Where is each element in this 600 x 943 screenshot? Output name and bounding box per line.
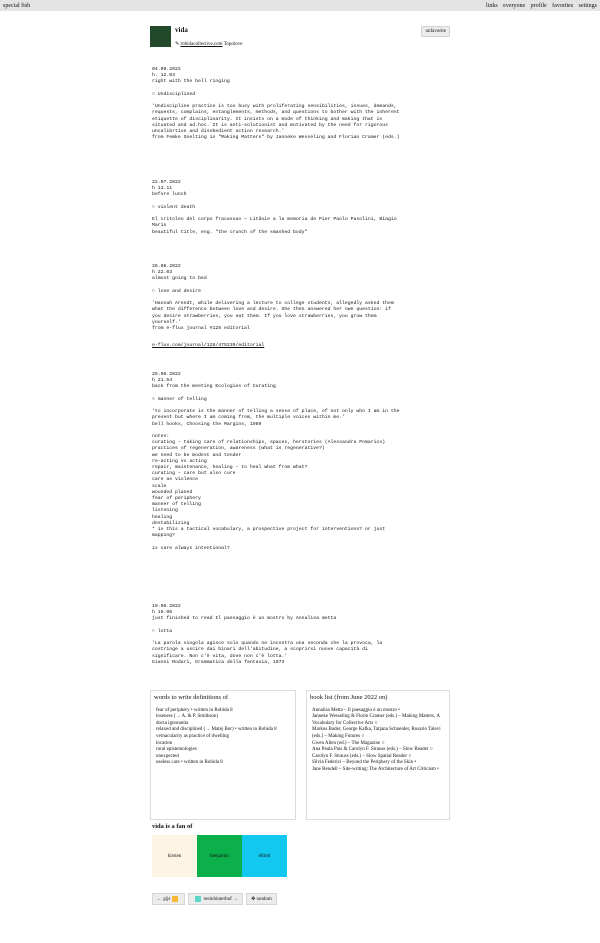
list-item: rural epistemologies	[156, 747, 197, 753]
fans-title: vida is a fan of	[152, 823, 193, 830]
list-item: Carolyn F. Strauss (eds.) – Slow Spatial Reader ○	[312, 753, 412, 759]
words-box-title: words to write definitions of	[154, 694, 229, 701]
list-item: vernacularity as practice of dwelling	[156, 733, 230, 739]
books-box	[306, 690, 450, 820]
nav-link-profile[interactable]: profile	[530, 2, 547, 9]
entry: 04.09.2022 h. 12.03 right with the bell ringing ○ Undisciplined 'Undiscipline practice is too busy with proliferating sensibilities, issues, demands, requests, complains, entanglements, methods, and questions to bother with the inherent etiquette of disciplinarity. It insists on a mode of thinking and making that is situated and ad.hoc. It is anti-solutionist and motivated by the need for rigorous uncalibrtion and disobedient action research.' from Femke Snelting in "Making Matters" by Janneke Wesseling and Florian Cramer (eds.)	[152, 67, 400, 141]
entries-list	[152, 67, 450, 665]
list-item: Markus Bader, George Kafka, Tatjana Schneider, Rosario Talevi (eds.) – Making Futures ○	[312, 727, 441, 739]
list-item: fear of periphery • written in Robida 8	[156, 707, 233, 713]
fan-tile-kirsten[interactable]	[152, 835, 197, 877]
profile-info	[175, 26, 243, 47]
list-item: location	[156, 740, 173, 746]
app-name[interactable]: special fish	[3, 2, 31, 9]
list-item: Ana Paula Pais & Carolyn F. Strauss (eds.) – Slow Reader ○	[312, 747, 433, 753]
entry: 26.06.2022 h 21.54 back from the meeting Ecologies of Curating ○ manner of telling 'to incorporate is the manner of telling a sense of place, of not only who I am in the present but where I am coming from, the multiple voices within me.' bell hooks, Choosing the Margins, 1989 notes: curating – taking care of relationships, spaces, herstories (Alessandra Pomarico) practices of regeneration, awareness (what is regenerative?) we need to be modest and tender re-acting vs acting repair, maintenance, healing – to heal what from what? curating – care but also cure care as violence scale wounded planed fear of periphery manner of telling listening healing destabilizing * is this a tactical vocabulary, a prospective project for interventions? or just mapping? is care always intentional?	[152, 372, 400, 551]
books-list	[310, 708, 446, 774]
next-label: reeinhinterhof →	[203, 896, 239, 902]
unfavorite-button[interactable]: unfavorite	[421, 26, 450, 37]
color-swatch	[195, 896, 201, 902]
nav-link-favorites[interactable]: favorites	[552, 2, 574, 9]
prev-profile-button[interactable]	[152, 893, 185, 905]
list-item: relaxed and disciplined (→ Matej Bor) • written in Robida 8	[156, 727, 277, 733]
profile-link-row	[175, 41, 243, 47]
top-bar	[0, 0, 600, 11]
next-profile-button[interactable]	[188, 893, 243, 905]
profile-name: vida	[175, 26, 188, 34]
profile-site-link[interactable]: robidacollective.com	[180, 42, 223, 47]
nav-link-everyone[interactable]: everyone	[503, 2, 526, 9]
top-nav	[482, 3, 597, 9]
list-item: loseness (→ A. & P. Smithson)	[156, 714, 219, 720]
fan-tile-elliott[interactable]	[242, 835, 287, 877]
prev-label: ← gijs	[157, 896, 171, 902]
list-item: Janneke Wesseling & Florin Cramer (eds.) – Making Matters, A Vocabulary for Collective Arts ○	[312, 714, 440, 726]
entry-link	[152, 343, 450, 349]
words-list	[154, 708, 292, 767]
list-item: Gwen Allen (ed.) – The Magazine ○	[312, 740, 385, 746]
profile-nav	[152, 893, 280, 905]
list-item: useless care • written in Robida 8	[156, 760, 223, 766]
nav-link-links[interactable]: links	[485, 2, 498, 9]
profile-location: Topolove	[223, 42, 243, 47]
entry-source-link[interactable]: e-flux.com/journal/128/475239/editorial	[152, 343, 265, 348]
color-swatch	[172, 896, 178, 902]
list-item: Silvia Federici – Beyond the Periphery of the Skin •	[312, 760, 417, 766]
nav-link-settings[interactable]: settings	[578, 2, 597, 9]
fan-name: elliott	[258, 853, 271, 859]
entry: 26.06.2022 h 22.03 almost going to bed ○ love and desire 'Hannah Arendt, while delivering a lecture to college students, allegedly asked them what the difference between love and desire. She then answered her own question: if you desire strawberries, you eat them. If you love strawberries, you grow them yourself.' from e-flux journal #128 editorial	[152, 264, 394, 332]
lists-section	[150, 690, 450, 820]
entry: 19.06.2022 h 15.00 just finished to read Il paesaggio è un mostro by Annalisa metta ○ lotta 'La parola singola agisce solo quando ne incontra una seconda che la provoca, la costringe a uscire dai binari dell'abitudine, a scoprirsi nuove capacità di significare. Non c'è vita, dove non c'è lotta.' Gianni Rodari, Grammatica della fantasia, 1973	[152, 604, 383, 665]
list-item: Annalisa Metta – Il paesaggio è un mostro •	[312, 707, 400, 713]
link-icon: ✎	[175, 42, 180, 47]
random-button[interactable]	[246, 893, 277, 905]
fan-name: benjamin	[210, 853, 229, 859]
list-item: docta ignorantia	[156, 720, 189, 726]
fans-grid	[152, 835, 287, 877]
list-item: Jane Rendell – Site-writing: The Architecture of Art Criticism •	[312, 766, 439, 772]
entry: 22.07.2022 h 13.11 before lunch ○ violent death El critoleo del corpo fracassao — Litânie a la memoria de Pier Paolo Pasolini, Biagio Marin beautiful title, eng. "the crunch of the smashed body"	[152, 180, 397, 235]
profile-header	[150, 20, 450, 50]
shuffle-icon: ✥	[251, 897, 256, 902]
fan-name: kirsten	[167, 853, 182, 859]
avatar[interactable]	[150, 26, 171, 47]
main-content	[150, 20, 450, 902]
random-label: random	[256, 896, 272, 902]
list-item: unexpected	[156, 753, 179, 759]
words-box	[150, 690, 296, 820]
fan-tile-benjamin[interactable]	[197, 835, 242, 877]
books-box-title: book list (from June 2022 on)	[310, 694, 388, 701]
